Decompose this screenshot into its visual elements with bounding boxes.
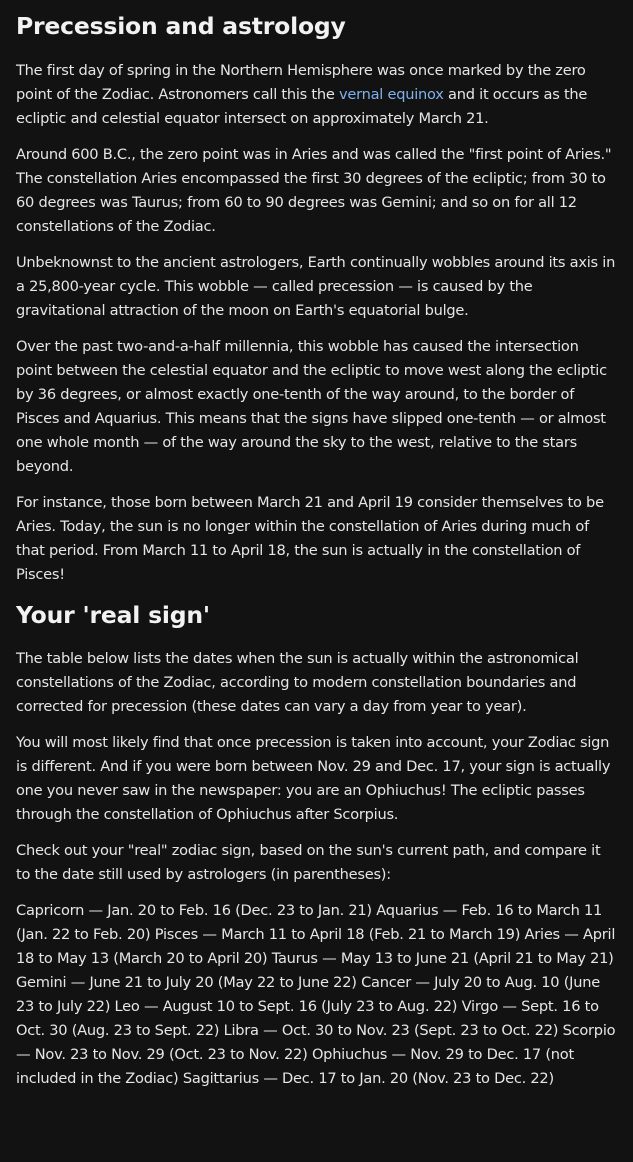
zodiac-entry-virgo: Virgo — Sept. 16 to Oct. 30 (Aug. 23 to Sept. 22) — [16, 998, 599, 1039]
paragraph-ophiuchus: You will most likely find that once precession is taken into account, your Zodiac sign is different. And if you were born between Nov. 29 and Dec. 17, your sign is actually one you never saw in the newspaper: you are an Ophiuchus! The ecliptic passes through the constellation of Ophiuchus after Scorpius. — [16, 734, 611, 823]
paragraph-intersection-shift: Over the past two-and-a-half millennia, this wobble has caused the intersection point between the celestial equator and the ecliptic to move west along the ecliptic by 36 degrees, or almost exactly one-tenth of the way around, to the border of Pisces and Aquarius. This means that the signs have slipped one-tenth — or almost one whole month — of the way around the sky to the west, relative to the stars beyond. — [16, 338, 607, 475]
paragraph-first-point-of-aries: Around 600 B.C., the zero point was in Aries and was called the "first point of Aries." The constellation Aries encompassed the first 30 degrees of the ecliptic; from 30 to 60 degrees was Taurus; from 60 to 90 degrees was Gemini; and so on for all 12 constellations of the Zodiac. — [16, 146, 612, 235]
zodiac-entry-pisces: Pisces — March 11 to April 18 (Feb. 21 to March 19) — [154, 926, 521, 943]
paragraph-text: and it occurs as the ecliptic and celestial equator intersect on approximately March 21. — [16, 86, 588, 127]
zodiac-entry-ophiuchus: Ophiuchus — Nov. 29 to Dec. 17 (not included in the Zodiac) — [16, 1046, 574, 1087]
vernal-equinox-link[interactable]: vernal equinox — [339, 86, 444, 103]
paragraph-zero-point — [16, 59, 618, 131]
section-heading-real-sign: Your 'real sign' — [16, 601, 210, 629]
paragraph-table-intro: The table below lists the dates when the sun is actually within the astronomical constellations of the Zodiac, according to modern constellation boundaries and corrected for precession (these dates can vary a day from year to year). — [16, 650, 579, 715]
zodiac-entry-capricorn: Capricorn — Jan. 20 to Feb. 16 (Dec. 23 to Jan. 21) — [16, 902, 372, 919]
zodiac-entry-cancer: Cancer — July 20 to Aug. 10 (June 23 to July 22) — [16, 974, 600, 1015]
paragraph-wobble: Unbeknownst to the ancient astrologers, Earth continually wobbles around its axis in a 25,800-year cycle. This wobble — called precession — is caused by the gravitational attraction of the moon on Earth's equatorial bulge. — [16, 254, 616, 319]
paragraph-check-sign: Check out your "real" zodiac sign, based on the sun's current path, and compare it to the date still used by astrologers (in parentheses): — [16, 842, 601, 883]
zodiac-entry-libra: Libra — Oct. 30 to Nov. 23 (Sept. 23 to Oct. 22) — [223, 1022, 559, 1039]
paragraph-aries-example: For instance, those born between March 21 and April 19 consider themselves to be Aries. Today, the sun is no longer within the constellation of Aries during much of that period. From March 11 to April 18, the sun is actually in the constellation of Pisces! — [16, 494, 604, 583]
paragraph-text: The first day of spring in the Northern Hemisphere was once marked by the zero point of the Zodiac. Astronomers call this the — [16, 62, 586, 103]
zodiac-dates-list — [16, 899, 618, 1091]
zodiac-entry-taurus: Taurus — May 13 to June 21 (April 21 to May 21) — [271, 950, 614, 967]
section-heading-precession: Precession and astrology — [16, 12, 346, 40]
zodiac-entry-sagittarius: Sagittarius — Dec. 17 to Jan. 20 (Nov. 23 to Dec. 22) — [182, 1070, 554, 1087]
zodiac-entry-gemini: Gemini — June 21 to July 20 (May 22 to June 22) — [16, 974, 357, 991]
zodiac-entry-aquarius: Aquarius — Feb. 16 to March 11 (Jan. 22 to Feb. 20) — [16, 902, 603, 943]
zodiac-entry-leo: Leo — August 10 to Sept. 16 (July 23 to Aug. 22) — [114, 998, 458, 1015]
zodiac-entry-scorpio: Scorpio — Nov. 23 to Nov. 29 (Oct. 23 to Nov. 22) — [16, 1022, 616, 1063]
zodiac-entry-aries: Aries — April 18 to May 13 (March 20 to April 20) — [16, 926, 616, 967]
